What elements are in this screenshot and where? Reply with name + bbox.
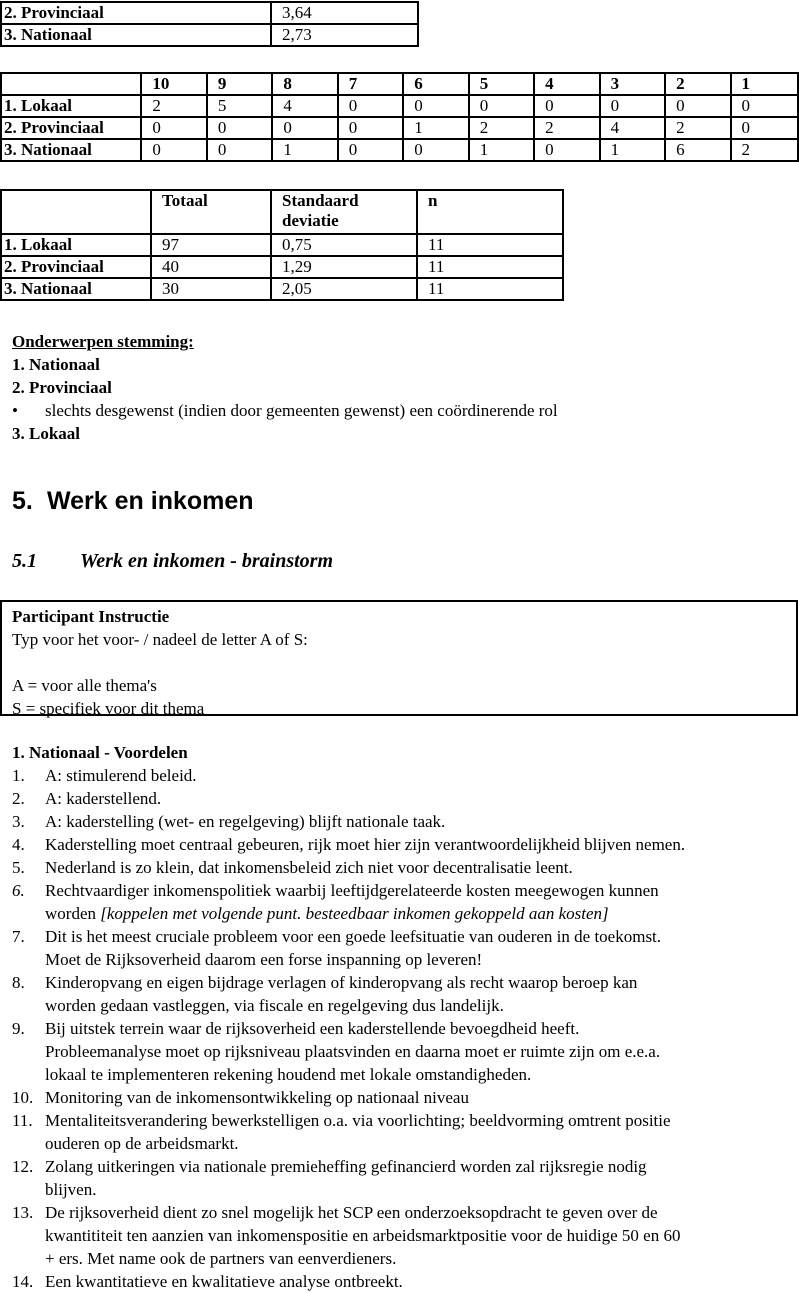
item-number: 6.	[12, 881, 25, 900]
table-cell: 1	[600, 139, 665, 161]
item-text: worden gedaan vastleggen, via fiscale en regelgeving dus landelijk.	[45, 996, 504, 1015]
item-text: Nederland is zo klein, dat inkomensbeleid zich niet voor decentralisatie leent.	[45, 858, 573, 877]
item-text: Kaderstelling moet centraal gebeuren, rijk moet hier zijn verantwoordelijkheid blijven nemen.	[45, 835, 686, 854]
item-text: kwantititeit ten aanzien van inkomenspositie en arbeidsmarktpositie voor de huidige 50 en 60	[45, 1226, 681, 1245]
blank-line	[12, 651, 308, 674]
table-row	[1, 2, 418, 24]
column-header: 7	[338, 73, 403, 95]
table-header-row	[1, 190, 563, 234]
row-label: 3. Nationaal	[1, 139, 141, 161]
item-text: Monitoring van de inkomensontwikkeling op nationaal niveau	[45, 1088, 469, 1107]
mean-value: 2,73	[271, 24, 418, 46]
list-item	[12, 810, 685, 833]
list-item	[12, 971, 685, 1017]
list-item	[12, 879, 685, 925]
header-line: Standaard	[282, 191, 359, 210]
item-number: 1.	[12, 766, 25, 785]
table-cell: 30	[151, 278, 271, 300]
table-row	[1, 278, 563, 300]
table-cell: 6	[665, 139, 730, 161]
item-text: ouderen op de arbeidsmarkt.	[45, 1134, 239, 1153]
mean-score-table	[0, 1, 419, 47]
subsection-heading	[12, 548, 333, 574]
table-cell: 0	[338, 117, 403, 139]
row-label: 2. Provinciaal	[1, 117, 141, 139]
column-header: 3	[600, 73, 665, 95]
table-cell: 2	[665, 117, 730, 139]
table-cell: 1,29	[271, 256, 417, 278]
empty-header-cell	[1, 73, 141, 95]
table-cell: 2	[534, 117, 599, 139]
table-row	[1, 117, 798, 139]
list-item	[12, 787, 685, 810]
item-number: 7.	[12, 927, 25, 946]
item-text: Bij uitstek terrein waar de rijksoverheid een kaderstellende bevoegdheid heeft.	[45, 1019, 580, 1038]
list-item	[12, 1155, 685, 1201]
column-header-standaard-deviatie	[271, 190, 417, 234]
table-row	[1, 24, 418, 46]
onderwerpen-heading: Onderwerpen stemming:	[12, 332, 194, 351]
item-text: A: stimulerend beleid.	[45, 766, 197, 785]
table-row	[1, 95, 798, 117]
participant-instruction-box	[0, 600, 798, 716]
bullet-icon: •	[12, 401, 18, 420]
bullet-text: slechts desgewenst (indien door gemeenten gewenst) een coördinerende rol	[45, 401, 558, 420]
item-number: 13.	[12, 1203, 34, 1222]
table-cell: 1	[469, 139, 534, 161]
table-cell: 0	[731, 117, 798, 139]
item-number: 8.	[12, 973, 25, 992]
table-cell: 0	[534, 95, 599, 117]
section-number: 5.	[12, 487, 33, 515]
subsection-title: Werk en inkomen - brainstorm	[80, 550, 333, 572]
list-item	[12, 1270, 685, 1293]
column-header: 9	[207, 73, 272, 95]
instruction-line: Typ voor het voor- / nadeel de letter A of S:	[12, 630, 308, 649]
item-number: 5.	[12, 858, 25, 877]
list-item	[12, 833, 685, 856]
list-item: 1. Nationaal	[12, 355, 100, 374]
item-text: Moet de Rijksoverheid daarom een forse inspanning op leveren!	[45, 950, 483, 969]
section-title: Werk en inkomen	[47, 487, 254, 515]
list-item	[12, 1017, 685, 1086]
item-number: 11.	[12, 1111, 33, 1130]
bullet-item	[12, 399, 558, 422]
onderwerpen-block	[12, 330, 558, 445]
item-text: blijven.	[45, 1180, 97, 1199]
list-item	[12, 856, 685, 879]
item-text: Mentaliteitsverandering bewerkstelligen o.a. via voorlichting; beeldvorming omtrent positie	[45, 1111, 671, 1130]
table-cell: 0	[469, 95, 534, 117]
table-cell: 0	[403, 139, 468, 161]
row-label: 2. Provinciaal	[1, 2, 271, 24]
list-item	[12, 764, 685, 787]
item-number: 12.	[12, 1157, 34, 1176]
table-row	[1, 234, 563, 256]
item-text: lokaal te implementeren rekening houdend met lokale omstandigheden.	[45, 1065, 532, 1084]
item-text: Een kwantitatieve en kwalitatieve analyse ontbreekt.	[45, 1272, 403, 1291]
row-label: 1. Lokaal	[1, 95, 141, 117]
table-cell: 0	[207, 139, 272, 161]
item-text: De rijksoverheid dient zo snel mogelijk het SCP een onderzoeksopdracht te geven over de	[45, 1203, 658, 1222]
list-item: 3. Lokaal	[12, 424, 81, 443]
item-text: A: kaderstellend.	[45, 789, 162, 808]
instruction-line: S = specifiek voor dit thema	[12, 699, 205, 718]
table-cell: 11	[417, 278, 563, 300]
item-number: 9.	[12, 1019, 25, 1038]
table-cell: 0	[731, 95, 798, 117]
table-row	[1, 256, 563, 278]
instruction-line: A = voor alle thema's	[12, 676, 157, 695]
totals-table	[0, 189, 564, 301]
item-number: 4.	[12, 835, 25, 854]
table-cell: 0	[207, 117, 272, 139]
table-cell: 0	[141, 139, 207, 161]
header-line: deviatie	[282, 211, 339, 230]
score-distribution-table	[0, 72, 799, 162]
table-cell: 11	[417, 234, 563, 256]
item-text: Probleemanalyse moet op rijksniveau plaatsvinden en daarna moet er ruimte zijn om e.e.a.	[45, 1042, 661, 1061]
section-heading	[12, 486, 254, 516]
table-cell: 0	[600, 95, 665, 117]
item-number: 3.	[12, 812, 25, 831]
row-label: 1. Lokaal	[1, 234, 151, 256]
list-item	[12, 925, 685, 971]
row-label: 3. Nationaal	[1, 24, 271, 46]
item-text: Rechtvaardiger inkomenspolitiek waarbij leeftijdgerelateerde kosten meegewogen kunnen	[45, 881, 659, 900]
list-heading: 1. Nationaal - Voordelen	[12, 743, 188, 762]
table-cell: 0	[338, 95, 403, 117]
subsection-number: 5.1	[12, 550, 37, 572]
table-cell: 0	[534, 139, 599, 161]
table-cell: 0	[338, 139, 403, 161]
column-header: 2	[665, 73, 730, 95]
instruction-title: Participant Instructie	[12, 607, 170, 626]
table-cell: 2	[731, 139, 798, 161]
table-cell: 11	[417, 256, 563, 278]
item-number: 2.	[12, 789, 25, 808]
table-cell: 2	[141, 95, 207, 117]
item-text: A: kaderstelling (wet- en regelgeving) blijft nationale taak.	[45, 812, 446, 831]
table-header-row	[1, 73, 798, 95]
list-item	[12, 1201, 685, 1270]
table-row	[1, 139, 798, 161]
table-cell: 97	[151, 234, 271, 256]
mean-value: 3,64	[271, 2, 418, 24]
row-label: 3. Nationaal	[1, 278, 151, 300]
item-text: Kinderopvang en eigen bijdrage verlagen of kinderopvang als recht waarop beroep kan	[45, 973, 638, 992]
item-number: 14.	[12, 1272, 34, 1291]
voordelen-list	[12, 741, 685, 1293]
table-cell: 2	[469, 117, 534, 139]
table-cell: 0	[403, 95, 468, 117]
table-cell: 4	[272, 95, 337, 117]
table-cell: 4	[600, 117, 665, 139]
table-cell: 2,05	[271, 278, 417, 300]
item-italic-note: [koppelen met volgende punt. besteedbaar inkomen gekoppeld aan kosten]	[100, 904, 609, 923]
empty-header-cell	[1, 190, 151, 234]
list-item: 2. Provinciaal	[12, 378, 112, 397]
item-text: Zolang uitkeringen via nationale premieheffing gefinancierd worden zal rijksregie nodig	[45, 1157, 647, 1176]
column-header: 5	[469, 73, 534, 95]
table-cell: 1	[272, 139, 337, 161]
table-cell: 0	[665, 95, 730, 117]
table-cell: 1	[403, 117, 468, 139]
item-number: 10.	[12, 1088, 34, 1107]
table-cell: 5	[207, 95, 272, 117]
column-header: 1	[731, 73, 798, 95]
item-text: + ers. Met name ook de partners van eenverdieners.	[45, 1249, 397, 1268]
item-text-line	[45, 902, 685, 925]
table-cell: 0,75	[271, 234, 417, 256]
item-text: worden	[45, 904, 96, 923]
column-header: 8	[272, 73, 337, 95]
list-item	[12, 1086, 685, 1109]
column-header: 6	[403, 73, 468, 95]
item-text: Dit is het meest cruciale probleem voor een goede leefsituatie van ouderen in de toekomst.	[45, 927, 662, 946]
column-header-n: n	[417, 190, 563, 234]
column-header: 4	[534, 73, 599, 95]
table-cell: 40	[151, 256, 271, 278]
table-cell: 0	[272, 117, 337, 139]
row-label: 2. Provinciaal	[1, 256, 151, 278]
table-cell: 0	[141, 117, 207, 139]
list-item	[12, 1109, 685, 1155]
column-header-totaal: Totaal	[151, 190, 271, 234]
column-header: 10	[141, 73, 207, 95]
